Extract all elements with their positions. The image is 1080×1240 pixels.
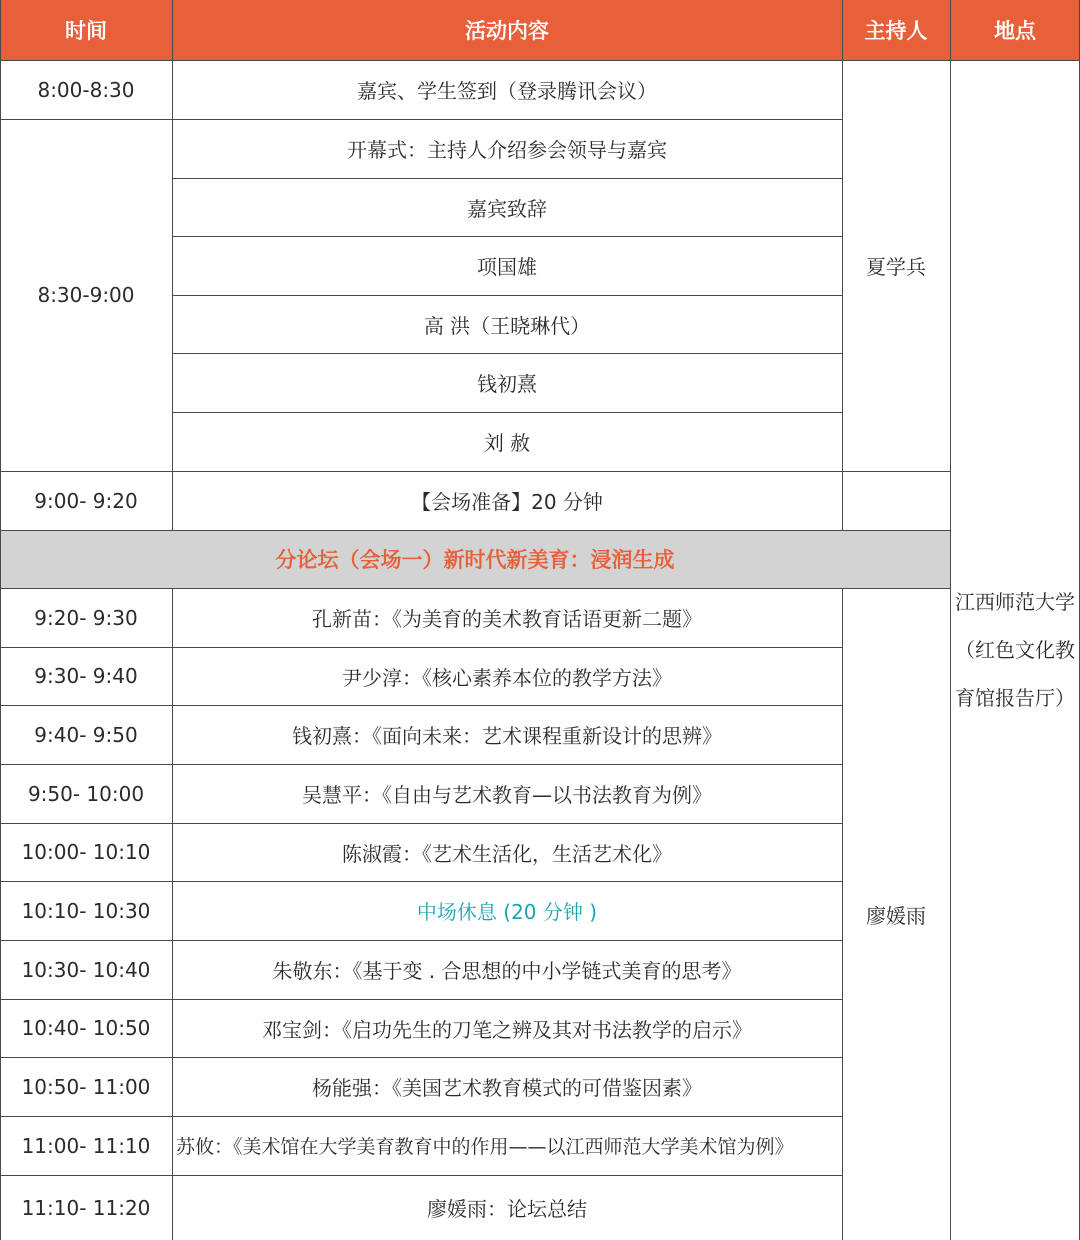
content-cell: 孔新苗：《为美育的美术教育话语更新二题》 [312, 607, 702, 631]
table-border [0, 647, 842, 648]
table-border [0, 940, 842, 941]
content-cell: 嘉宾致辞 [467, 196, 547, 221]
time-cell: 9:50- 10:00 [27, 781, 145, 806]
time-cell: 9:30- 9:40 [34, 664, 138, 688]
section-title: 分论坛（会场一）新时代新美育：浸润生成 [0, 530, 950, 588]
table-border [0, 471, 950, 472]
table-border [0, 119, 842, 120]
table-border [0, 705, 842, 706]
table-border [842, 588, 843, 1240]
table-border [172, 236, 842, 237]
time-cell: 10:30- 10:40 [21, 957, 151, 982]
content-cell: 开幕式：主持人介绍参会领导与嘉宾 [347, 138, 667, 162]
time-cell: 9:20- 9:30 [34, 605, 138, 630]
header-time: 时间 [0, 0, 172, 60]
time-cell: 10:00- 10:10 [21, 840, 151, 864]
venue-line: 育馆报告厅） [955, 686, 1075, 710]
venue-cell [950, 575, 1080, 725]
table-border [0, 999, 842, 1000]
table-border [172, 588, 173, 1240]
header-venue: 地点 [950, 0, 1080, 60]
table-border [0, 530, 950, 531]
content-cell: 钱初熹 [477, 372, 537, 396]
table-border [0, 0, 1, 1240]
content-cell: 杨能强：《美国艺术教育模式的可借鉴因素》 [312, 1076, 702, 1100]
break-cell: 中场休息 (20 分钟 ) [416, 900, 598, 924]
table-border [0, 1175, 842, 1176]
time-cell-merged: 8:30-9:00 [37, 283, 135, 307]
table-border [0, 764, 842, 765]
time-cell: 10:50- 11:00 [21, 1074, 151, 1099]
table-border [172, 295, 842, 296]
table-border [950, 0, 951, 1240]
time-cell: 8:00-8:30 [37, 77, 135, 102]
content-cell: 高 洪（王晓琳代） [423, 313, 591, 338]
content-cell: 邓宝剑：《启功先生的刀笔之辨及其对书法教学的启示》 [262, 1017, 752, 1042]
time-cell: 9:00- 9:20 [34, 488, 138, 513]
table-border [172, 412, 842, 413]
time-cell: 9:40- 9:50 [34, 722, 138, 747]
header-host: 主持人 [842, 0, 950, 60]
content-cell: 【会场准备】20 分钟 [411, 490, 603, 514]
time-cell: 10:10- 10:30 [21, 898, 151, 923]
content-cell: 嘉宾、学生签到（登录腾讯会议） [357, 79, 657, 103]
table-border [172, 178, 842, 179]
table-border [172, 0, 173, 530]
content-cell: 苏攸：《美术馆在大学美育教育中的作用——以江西师范大学美术馆为例》 [176, 1136, 794, 1158]
content-cell: 项国雄 [477, 255, 537, 279]
host-cell: 廖媛雨 [866, 903, 926, 928]
content-cell: 廖媛雨：论坛总结 [427, 1197, 587, 1221]
table-border [0, 588, 950, 589]
time-cell: 10:40- 10:50 [21, 1016, 151, 1040]
content-cell: 尹少淳：《核心素养本位的教学方法》 [342, 665, 672, 690]
table-border [0, 1116, 842, 1117]
content-cell: 吴慧平：《自由与艺术教育—以书法教育为例》 [302, 783, 712, 807]
content-cell: 朱敬东：《基于变 . 合思想的中小学链式美育的思考》 [272, 959, 742, 983]
venue-line: （红色文化教 [955, 638, 1075, 662]
table-border [0, 823, 842, 824]
host-cell: 夏学兵 [866, 255, 926, 279]
content-cell: 陈淑霞：《艺术生活化，生活艺术化》 [342, 841, 672, 866]
content-cell: 刘 赦 [483, 431, 531, 455]
table-border [0, 881, 842, 882]
time-cell: 11:00- 11:10 [21, 1133, 151, 1158]
venue-line: 江西师范大学 [955, 590, 1075, 614]
table-border [172, 353, 842, 354]
time-cell: 11:10- 11:20 [21, 1195, 151, 1220]
content-cell: 钱初熹：《面向未来：艺术课程重新设计的思辨》 [292, 724, 722, 748]
header-content: 活动内容 [172, 0, 842, 60]
table-border [842, 0, 843, 530]
table-border [0, 1057, 842, 1058]
table-border [0, 60, 1080, 61]
